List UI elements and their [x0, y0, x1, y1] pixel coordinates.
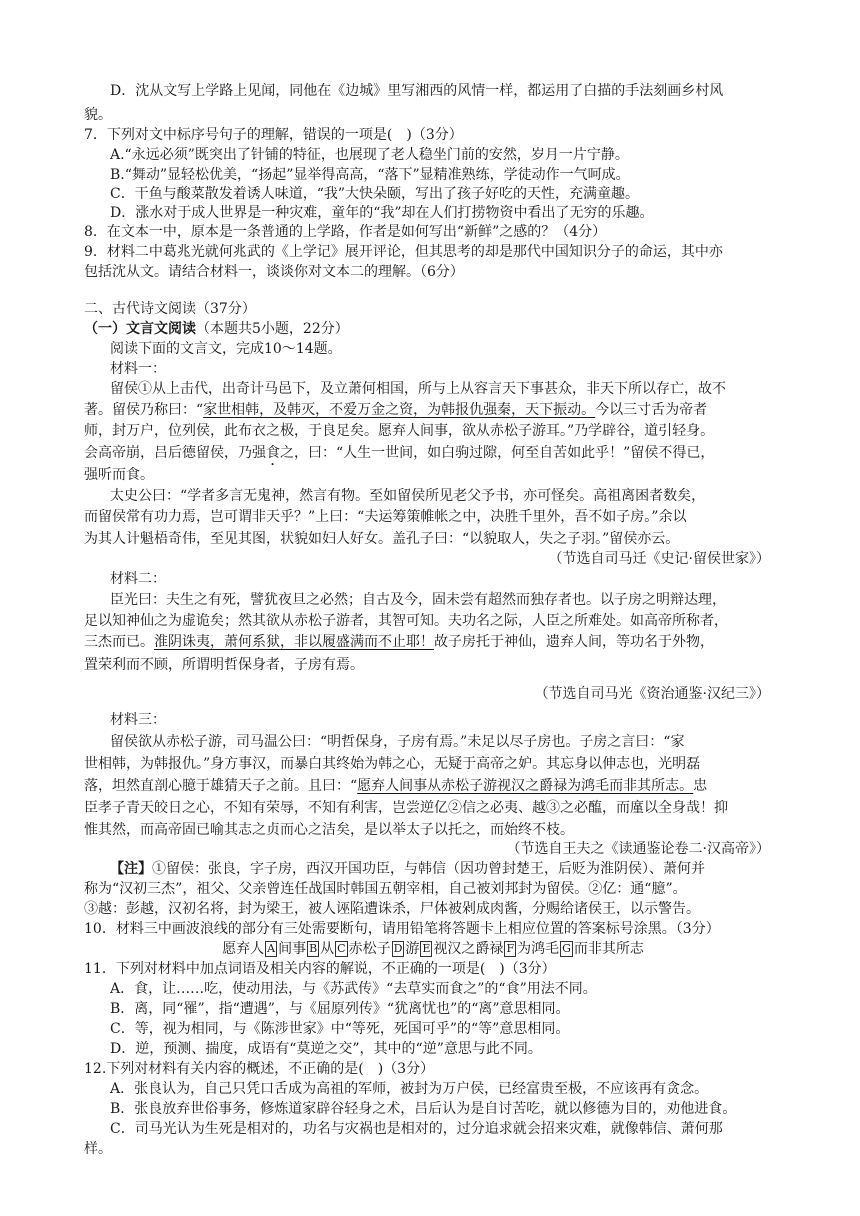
m2-line3 [84, 631, 782, 653]
q12-option-b: B．张良放弃世俗事务，修炼道家辟谷轻身之术，吕后认为是自讨苦吃，就以修德为目的，劝他进食。 [110, 1101, 737, 1117]
subtitle-bold: （一）文言文阅读 [84, 321, 196, 337]
m1-line4-a: 会高帝崩，吕后德留侯，乃强 [84, 445, 266, 461]
m3-label: 材料三： [110, 712, 166, 728]
q10-box-a: A [267, 942, 276, 955]
m1-line3: 师，封万户，位列侯，此布衣之极，于良足矣。愿弃人间事，欲从赤松子游耳。”乃学辟谷，道引轻身。 [84, 423, 715, 439]
m1-line4-b: 之，曰：“人生一世间，如白驹过隙，何至自苦如此乎！”留侯不得已， [280, 445, 715, 461]
q10-seg7: 而非其所志 [573, 941, 644, 957]
q6-option-d-line1: D．沈从文写上学路上见闻，同他在《边城》里写湘西的风情一样，都运用了白描的手法刻画乡村风 [110, 83, 724, 99]
m2-line2: 足以知神仙之为虚诡矣；然其欲从赤松子游者，其智可知。夫功名之际，人臣之所难处。如高帝所称者， [84, 613, 728, 629]
q12-option-c-line1: C．司马光认为生死是相对的，功名与灾祸也是相对的，过分追求就会招来灾难，就像韩信、萧何那 [110, 1121, 723, 1137]
section2-instruction: 阅读下面的文言文，完成10～14题。 [110, 341, 342, 357]
m2-line4: 置荣利而不顾，所谓明哲保身者，子房有焉。 [84, 657, 364, 673]
m3-line3-a: 落，坦然直剖心臆于雄猜天子之前。且曰：“ [84, 778, 358, 794]
m2-line3-a: 三杰而已。 [84, 634, 154, 650]
m2-line3-b: 故子房托于神仙，遗弃人间，等功名于外物， [434, 634, 714, 650]
m1-line1: 留侯①从上击代，出奇计马邑下，及立萧何相国，所与上从容言天下事甚众，非天下所以存亡，故不 [110, 381, 726, 397]
q12-option-a: A．张良认为，自己只凭口舌成为高祖的军师，被封为万户侯，已经富贵至极，不应该再有贪念。 [110, 1081, 709, 1097]
m1-underlined-sentence: 家世相韩，及韩灭，不爱万金之资，为韩报仇强秦，天下振动。 [203, 402, 596, 418]
m2-source: （节选自司马光《资治通鉴·汉纪三》） [534, 686, 770, 702]
q10-seg3: 赤松子 [348, 941, 391, 957]
q8-stem: 8．在文本一中，原本是一条普通的上学路，作者是如何写出“新鲜”之感的？（4分） [84, 224, 607, 240]
m1-line2-a: 著。留侯乃称曰：“ [84, 402, 204, 418]
subtitle-rest: （本题共5小题，22分） [196, 321, 349, 337]
q10-seg0: 愿弃人 [222, 941, 265, 957]
m3-line5: 惟其然，而高帝固已喻其志之贞而心之洁矣，是以举太子以托之，而始终不枝。 [84, 822, 574, 838]
q10-box-e: E [422, 942, 431, 955]
m2-label: 材料二： [110, 571, 166, 587]
q10-segmentation-line [84, 938, 782, 960]
m1-line7: 而留侯常有功力焉，岂可谓非天乎？”上曰：“夫运筹策帷帐之中，决胜千里外，吾不如子房。”余以 [84, 509, 687, 525]
q6-option-d-line2: 貌。 [84, 107, 112, 123]
q11-option-b: B．离，同“罹”，指“遭遇”，与《屈原列传》“犹离忧也”的“离”意思相同。 [110, 1001, 570, 1017]
m3-line2: 世相韩，为韩报仇。”身方事汉，而暴白其终始为韩之心，无疑于高帝之妒。其忘身以伸志也，光明磊 [84, 756, 701, 772]
q10-box-g: G [562, 942, 571, 955]
m3-line4: 臣孝子青天皎日之心，不知有荣辱，不知有利害，岂尝逆亿②信之必夷、越③之必醢，而廑以全身哉！抑 [84, 800, 728, 816]
q11-option-c: C．等，视为相同，与《陈涉世家》中“等死，死国可乎”的“等”意思相同。 [110, 1021, 570, 1037]
q10-seg6: 为鸿毛 [517, 941, 560, 957]
q10-seg5: 视汉之爵禄 [433, 941, 504, 957]
section2-title: 二、古代诗文阅读（37分） [84, 301, 256, 317]
note-line2: 称为“汉初三杰”，祖父、父亲曾连任战国时韩国五朝宰相，自己被刘邦封为留侯。②亿：通“臆”。 [84, 881, 687, 897]
m1-line5: 强听而食。 [84, 467, 154, 483]
m3-line1: 留侯欲从赤松子游，司马温公曰：“明哲保身，子房有焉。”未足以尽子房也。子房之言曰：“家 [110, 734, 685, 750]
q7-stem: 7．下列对文中标序号句子的理解，错误的一项是( )（3分） [84, 127, 463, 143]
q11-option-d: D．逆，预测、揣度，成语有“莫逆之交”，其中的“逆”意思与此不同。 [110, 1041, 542, 1057]
q7-option-d: D．涨水对于成人世界是一种灾难，童年的“我”却在人们打捞物资中看出了无穷的乐趣。 [110, 205, 654, 221]
m1-line8: 为其人计魁梧奇伟，至见其图，状貌如妇人好女。盖孔子曰：“以貌取人，失之子羽。”留侯亦云。 [84, 531, 680, 547]
q10-box-f: F [506, 942, 515, 955]
q9-line1: 9．材料二中葛兆光就何兆武的《上学记》展开评论，但其思考的却是那代中国知识分子的命运，其中亦 [84, 244, 723, 260]
note-label: 【注】 [110, 861, 152, 877]
m1-line2-b: 今以三寸舌为帝者 [595, 402, 708, 418]
q10-seg4: 游 [405, 941, 420, 957]
q9-line2: 包括沈从文。请结合材料一，谈谈你对文本二的理解。（6分） [84, 264, 464, 280]
note-line3: ③越：彭越，汉初名将，封为梁王，被人诬陷遭诛杀，尸体被剁成肉酱，分赐给诸侯王，以示警告。 [84, 901, 700, 917]
q10-box-b: B [309, 942, 318, 955]
section2-subtitle [84, 318, 782, 340]
m1-dotted-word: 食 [266, 445, 280, 461]
q7-option-a: A.“永远必须”既突出了针铺的特征，也展现了老人稳坐门前的安然，岁月一片宁静。 [110, 147, 629, 163]
m2-line1: 臣光曰：夫生之有死，譬犹夜旦之必然；自古及今，固未尝有超然而独存者也。以子房之明辩达理， [110, 592, 726, 608]
m1-label: 材料一： [110, 361, 166, 377]
m3-source: （节选自王夫之《读通鉴论卷二·汉高帝》） [506, 841, 770, 857]
q12-option-c-line2: 样。 [84, 1141, 112, 1157]
note-line1 [110, 858, 782, 880]
m1-line6: 太史公曰：“学者多言无鬼神，然言有物。至如留侯所见老父予书，亦可怪矣。高祖离困者数矣， [110, 488, 706, 504]
q11-stem: 11．下列对材料中加点词语及相关内容的解说，不正确的一项是( )（3分） [84, 961, 556, 977]
m3-wavy-sentence: 愿弃人间事从赤松子游视汉之爵禄为鸿毛而非其所志。 [357, 778, 694, 794]
q10-box-d: D [393, 942, 403, 955]
m2-underlined-sentence: 淮阴诛夷，萧何系狱，非以履盛满而不止耶！ [154, 634, 434, 650]
note-line1-text: ①留侯：张良，字子房，西汉开国功臣，与韩信（因功曾封楚王，后贬为淮阴侯）、萧何并 [152, 861, 705, 877]
q7-option-b: B.“舞动”显轻松优美，“扬起”显举得高高，“落下”显精准熟练，学徒动作一气呵成。 [110, 167, 630, 183]
q10-seg1: 间事 [278, 941, 307, 957]
q10-box-c: C [337, 942, 346, 955]
m3-line3 [84, 775, 782, 797]
q10-seg2: 从 [320, 941, 335, 957]
q11-option-a: A．食，让……吃，使动用法，与《苏武传》“去草实而食之”的“食”用法不同。 [110, 981, 597, 997]
m1-line2 [84, 399, 782, 421]
q7-option-c: C．干鱼与酸菜散发着诱人味道，“我”大快朵颐，写出了孩子好吃的天性，充满童趣。 [110, 186, 640, 202]
m3-line3-b: 忠 [693, 778, 708, 794]
q12-stem: 12.下列对材料有关内容的概述，不正确的是( )（3分） [84, 1061, 435, 1077]
m1-source: （节选自司马迁《史记·留侯世家》） [548, 551, 770, 567]
q10-stem: 10．材料三中画波浪线的部分有三处需要断句，请用铅笔将答题卡上相应位置的答案标号涂黑。（3分） [84, 921, 720, 937]
